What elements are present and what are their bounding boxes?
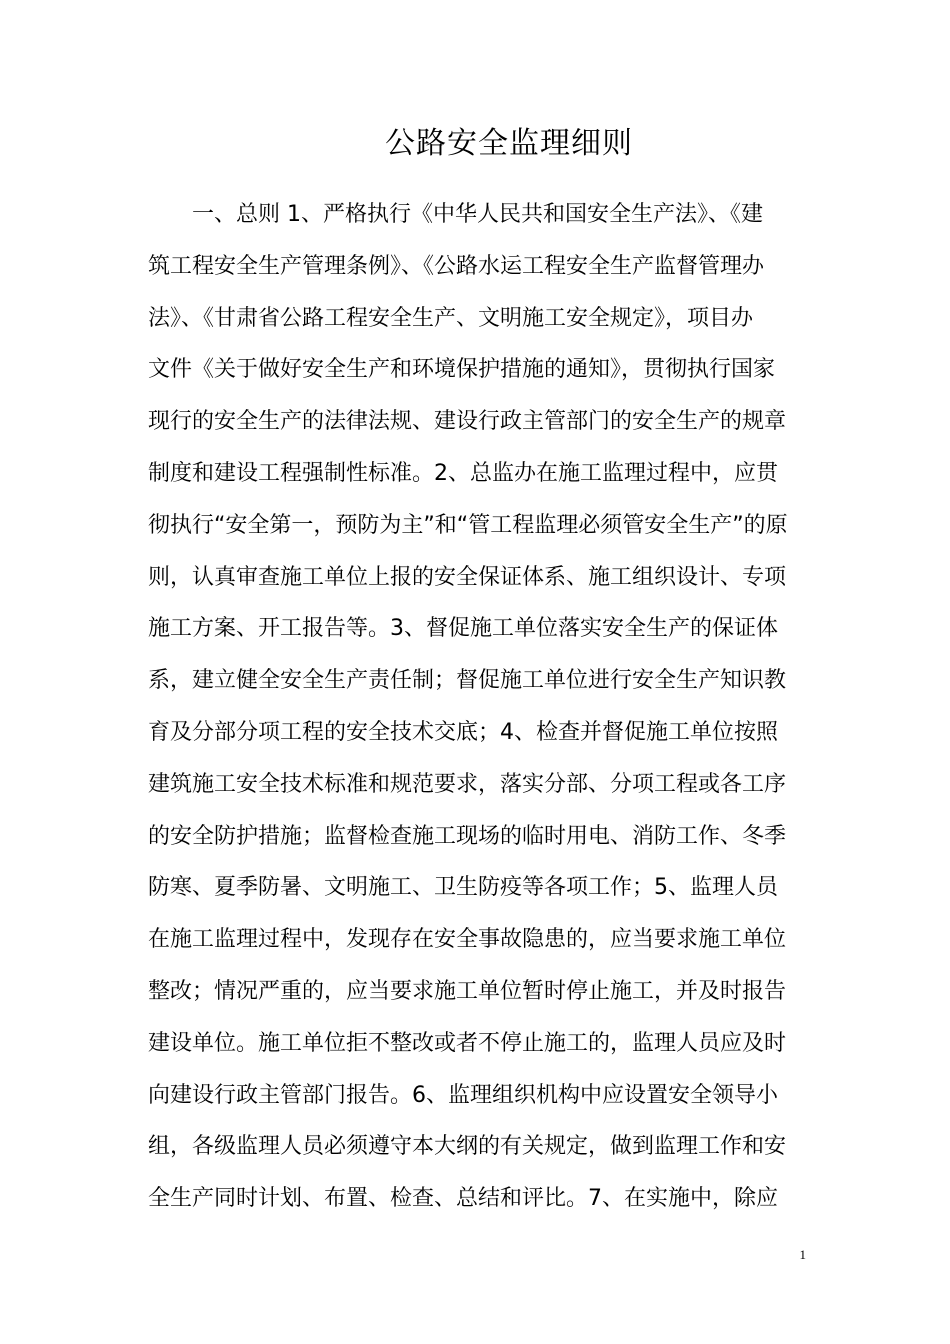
page-number: 1 xyxy=(799,1247,806,1262)
body-text xyxy=(148,196,808,1232)
text-line: 建筑施工安全技术标准和规范要求，落实分部、分项工程或各工序 xyxy=(148,771,787,797)
text-line: 文件《关于做好安全生产和环境保护措施的通知》，贯彻执行国家 xyxy=(148,357,776,383)
text-line: 筑工程安全生产管理条例》、《公路水运工程安全生产监督管理办 xyxy=(148,253,765,279)
text-line: 全生产同时计划、布置、检查、总结和评比。7、在实施中，除应 xyxy=(148,1186,778,1212)
text-line: 制度和建设工程强制性标准。2、总监办在施工监理过程中，应贯 xyxy=(148,460,778,486)
text-line: 现行的安全生产的法律法规、建设行政主管部门的安全生产的规章 xyxy=(148,409,787,435)
text-line: 的安全防护措施；监督检查施工现场的临时用电、消防工作、冬季 xyxy=(148,823,787,849)
text-line: 育及分部分项工程的安全技术交底；4、检查并督促施工单位按照 xyxy=(148,719,778,745)
text-line: 系，建立健全安全生产责任制；督促施工单位进行安全生产知识教 xyxy=(148,668,787,694)
text-line: 在施工监理过程中，发现存在安全事故隐患的，应当要求施工单位 xyxy=(148,927,787,953)
text-line: 建设单位。施工单位拒不整改或者不停止施工的，监理人员应及时 xyxy=(148,1030,787,1056)
text-line: 法》、《甘肃省公路工程安全生产、文明施工安全规定》，项目办 xyxy=(148,305,754,331)
text-line: 施工方案、开工报告等。3、督促施工单位落实安全生产的保证体 xyxy=(148,616,778,642)
text-line: 整改；情况严重的，应当要求施工单位暂时停止施工，并及时报告 xyxy=(148,978,787,1004)
text-line: 彻执行“安全第一，预防为主”和“管工程监理必须管安全生产”的原 xyxy=(148,512,788,538)
text-line: 一、总则 1、严格执行《中华人民共和国安全生产法》、《建 xyxy=(192,202,763,227)
text-line: 防寒、夏季防暑、文明施工、卫生防疫等各项工作；5、监理人员 xyxy=(148,875,778,901)
text-line: 组，各级监理人员必须遵守本大纲的有关规定，做到监理工作和安 xyxy=(148,1134,787,1160)
text-line: 向建设行政主管部门报告。6、监理组织机构中应设置安全领导小 xyxy=(148,1082,778,1108)
document-title: 公路安全监理细则 xyxy=(385,126,633,161)
text-line: 则，认真审查施工单位上报的安全保证体系、施工组织设计、专项 xyxy=(148,564,787,590)
